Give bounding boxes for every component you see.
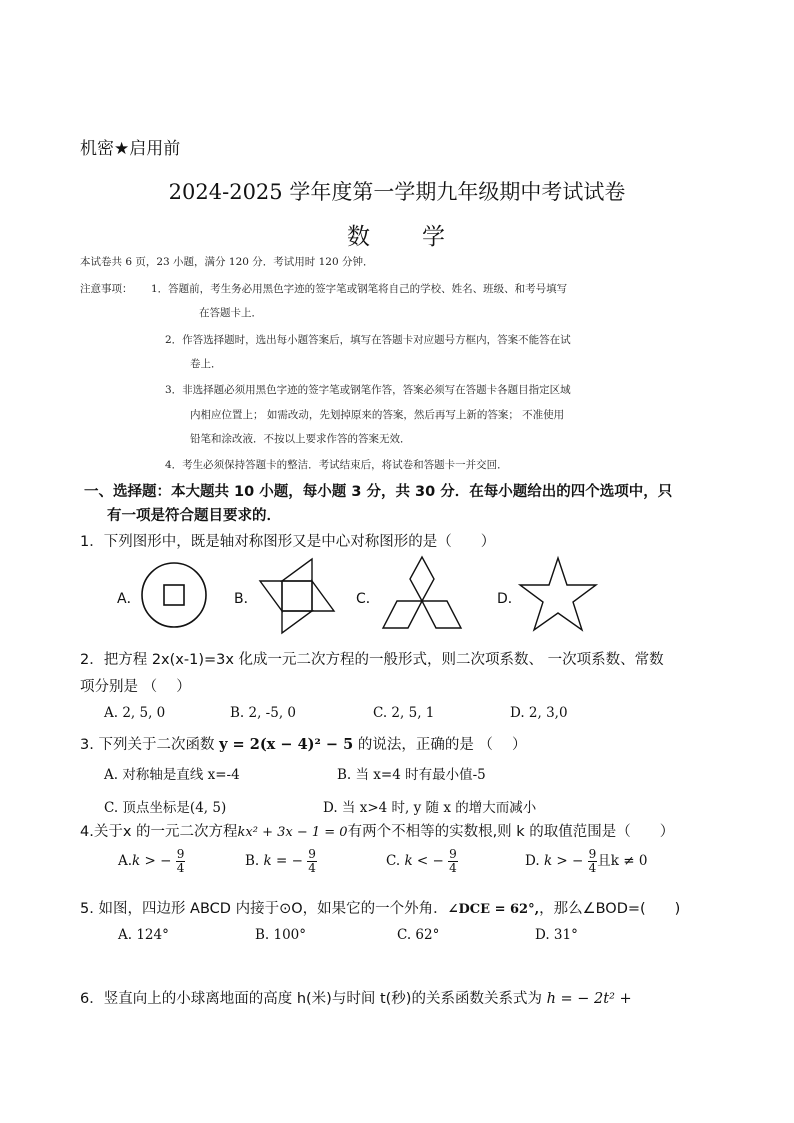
q4-option-b-letter: B.: [245, 853, 260, 869]
q4-option-d-expr: k > −: [543, 853, 584, 869]
q1-option-a-label: A．: [117, 591, 141, 607]
q1-option-b-label: B．: [234, 591, 258, 607]
q4-option-b-fraction: [307, 848, 317, 875]
fraction-denominator: 4: [308, 861, 316, 875]
q5-prefix: 5. 如图，四边形 ABCD 内接于⊙O，如果它的一个外角．: [80, 901, 448, 917]
q4-option-c-expr: k < −: [404, 853, 444, 869]
question-2-line-2: 项分别是 （ ）: [80, 679, 191, 695]
q4-option-a-expr: k > −: [132, 853, 172, 869]
question-6-stem: [80, 987, 632, 1008]
notice-item-3-line-3: 铅笔和涂改液．不按以上要求作答的答案无效．: [190, 433, 411, 445]
exam-title: 2024-2025 学年度第一学期九年级期中考试试卷: [168, 180, 626, 204]
q3-option-a: A. 对称轴是直线 x=-4: [104, 767, 240, 783]
q1-option-d-label: D．: [497, 591, 522, 607]
q1-figure-a-coin: [140, 561, 208, 629]
q4-option-c: [386, 848, 458, 875]
notice-label: 注意事项：: [80, 283, 133, 295]
q2-option-a: A. 2, 5, 0: [104, 705, 166, 721]
q4-option-d: [525, 848, 647, 875]
q1-figure-c-three-diamonds: [380, 557, 464, 631]
q4-equation: kx² + 3x − 1 = 0: [237, 825, 348, 840]
fraction-denominator: 4: [176, 861, 185, 875]
question-5-stem: [80, 897, 680, 918]
q3-prefix: 3. 下列关于二次函数: [80, 737, 215, 753]
q1-figure-d-star: [517, 556, 599, 632]
q2-option-b: B. 2, -5, 0: [230, 705, 296, 721]
q3-formula: y = 2(x − 4)² − 5: [219, 736, 354, 753]
q1-figure-b-pinwheel: [258, 557, 336, 635]
q4-option-d-fraction: [588, 848, 598, 875]
q3-option-d: D. 当 x>4 时, y 随 x 的增大而减小: [323, 800, 537, 816]
q4-option-d-tail: 且k ≠ 0: [597, 853, 648, 869]
section-1-heading-line-1: 一、选择题：本大题共 10 小题，每小题 3 分，共 30 分．在每小题给出的四个选项中，只: [84, 484, 673, 500]
q4-option-a: [118, 848, 185, 875]
question-2-line-1: 2．把方程 2x(x-1)=3x 化成一元二次方程的一般形式，则二次项系数、 一次项系数、常数: [80, 652, 664, 668]
question-1-text: 1．下列图形中，既是轴对称图形又是中心对称图形的是（ ）: [80, 534, 496, 550]
fraction-numerator: 9: [588, 847, 597, 861]
q4-option-d-letter: D.: [525, 853, 540, 869]
question-4-stem: [80, 820, 674, 841]
q4-option-c-letter: C.: [386, 853, 401, 869]
q4-option-b: [245, 848, 317, 875]
notice-item-1-line-1: 1．答题前，考生务必用黑色字迹的签字笔或钢笔将自己的学校、姓名、班级、和考号填写: [151, 283, 568, 295]
q4-option-a-fraction: [176, 848, 186, 875]
fraction-denominator: 4: [588, 861, 597, 875]
q5-option-a: A. 124°: [118, 927, 169, 943]
fraction-numerator: 9: [449, 847, 457, 861]
notice-item-3-line-2: 内相应位置上； 如需改动，先划掉原来的答案，然后再写上新的答案； 不准使用: [190, 409, 565, 421]
q3-suffix: 的说法，正确的是 （ ）: [357, 737, 527, 753]
notice-item-3-line-1: 3．非选择题必须用黑色字迹的签字笔或钢笔作答，答案必须写在答题卡各题目指定区域: [165, 384, 571, 396]
q3-option-b: B. 当 x=4 时有最小值-5: [337, 767, 486, 783]
exam-intro: 本试卷共 6 页，23 小题，满分 120 分．考试用时 120 分钟．: [80, 256, 374, 268]
notice-item-4: 4．考生必须保持答题卡的整洁．考试结束后，将试卷和答题卡一并交回．: [165, 459, 508, 471]
fraction-numerator: 9: [176, 847, 185, 861]
q5-option-b: B. 100°: [255, 927, 307, 943]
q5-angle: ∠DCE = 62°,: [447, 902, 540, 917]
q2-option-d: D. 2, 3,0: [510, 705, 568, 721]
fraction-numerator: 9: [308, 847, 316, 861]
q4-option-a-letter: A.: [118, 853, 133, 869]
q5-option-d: D. 31°: [535, 927, 578, 943]
section-1-heading-line-2: 有一项是符合题目要求的．: [107, 508, 281, 524]
q4-option-b-expr: k = −: [263, 853, 303, 869]
q6-prefix: 6．竖直向上的小球离地面的高度 h(米)与时间 t(秒)的关系函数关系式为: [80, 991, 542, 1007]
q2-option-c: C. 2, 5, 1: [373, 705, 435, 721]
notice-item-1-line-2: 在答题卡上．: [199, 307, 262, 319]
q4-option-c-fraction: [448, 848, 458, 875]
notice-item-2-line-1: 2．作答选择题时，选出每小题答案后，填写在答题卡对应题号方框内，答案不能答在试: [165, 334, 571, 346]
q5-suffix: ，那么∠BOD=( ): [539, 901, 681, 917]
q6-formula: h = − 2t² +: [546, 991, 632, 1007]
subject-title: 数 学: [347, 224, 447, 250]
q4-prefix: 4.关于x 的一元二次方程: [80, 824, 238, 840]
question-3-stem: [80, 733, 527, 754]
confidential-label: 机密★启用前: [80, 139, 181, 159]
q5-option-c: C. 62°: [397, 927, 440, 943]
q1-option-c-label: C．: [356, 591, 380, 607]
notice-item-2-line-2: 卷上．: [190, 358, 222, 370]
q3-option-c: C. 顶点坐标是(4, 5): [104, 800, 227, 816]
q4-suffix: 有两个不相等的实数根,则 k 的取值范围是（ ）: [347, 824, 675, 840]
fraction-denominator: 4: [449, 861, 457, 875]
